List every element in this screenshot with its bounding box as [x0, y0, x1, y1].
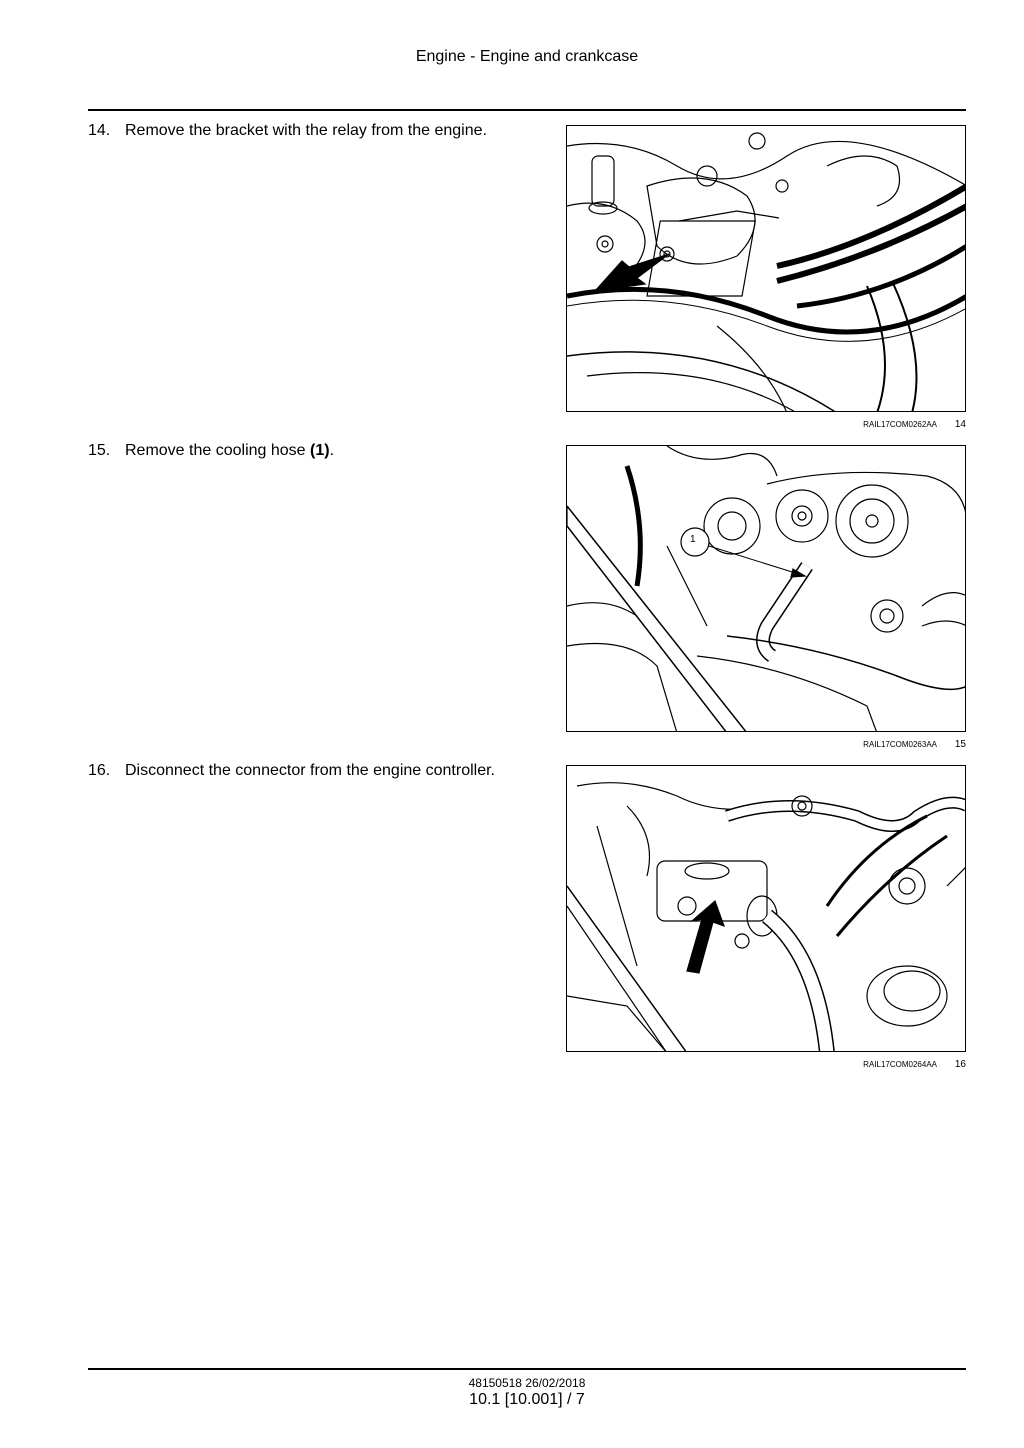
- figure-callout-1: 1: [690, 534, 696, 545]
- step-text-end: .: [329, 442, 335, 459]
- step-number: 15.: [88, 442, 111, 459]
- figure-code: RAIL17COM0263AA: [863, 740, 937, 749]
- figure-number: 16: [954, 1059, 966, 1070]
- step-number: 16.: [88, 762, 111, 779]
- step-text: Disconnect the connector from the engine controller.: [125, 762, 495, 779]
- figure-16-engine-controller: [566, 765, 966, 1052]
- step-14: [88, 121, 487, 141]
- figure-15-caption: [566, 739, 966, 751]
- callout-reference: (1): [310, 442, 330, 459]
- figure-code: RAIL17COM0264AA: [863, 1060, 937, 1069]
- page-header-title: Engine - Engine and crankcase: [415, 48, 639, 65]
- figure-number: 14: [954, 419, 966, 430]
- footer-document-reference: 48150518 26/02/2018: [468, 1376, 586, 1390]
- figure-14-relay-bracket: [566, 125, 966, 412]
- step-16: [88, 761, 495, 781]
- figure-15-cooling-hose: [566, 445, 966, 732]
- footer-divider: [88, 1368, 966, 1370]
- figure-number: 15: [954, 739, 966, 750]
- header-divider: [88, 109, 966, 111]
- step-text: Remove the bracket with the relay from the engine.: [125, 122, 487, 139]
- step-number: 14.: [88, 122, 111, 139]
- step-text: Remove the cooling hose: [125, 442, 310, 459]
- figure-14-caption: [566, 419, 966, 431]
- step-15: [88, 441, 334, 461]
- figure-code: RAIL17COM0262AA: [863, 420, 937, 429]
- footer-page-number: 10.1 [10.001] / 7: [469, 1391, 585, 1408]
- figure-16-caption: [566, 1059, 966, 1071]
